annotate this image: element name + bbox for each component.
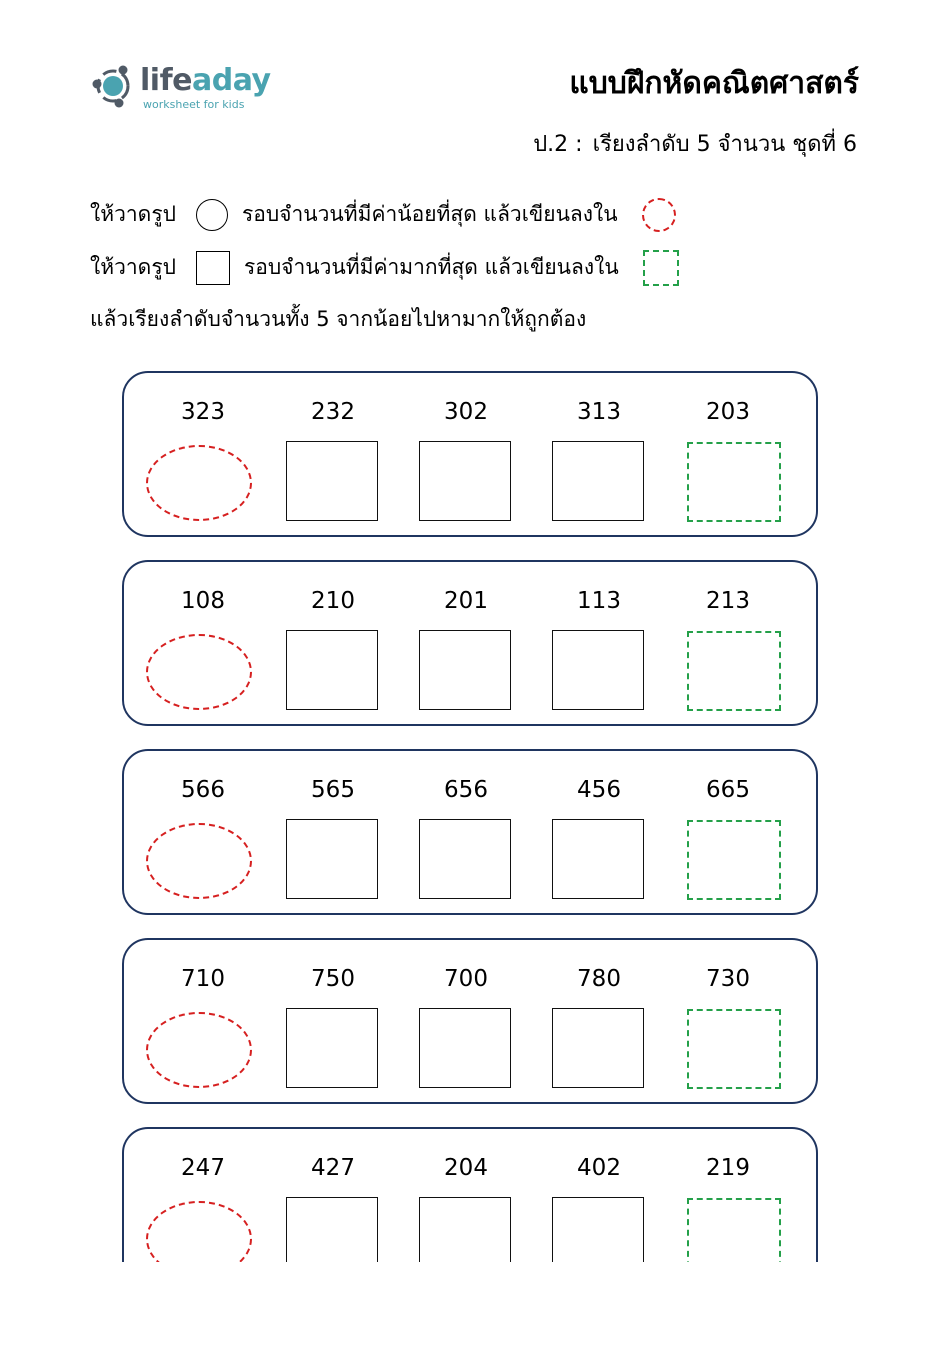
number-label: 402 — [577, 1155, 621, 1181]
number-label: 313 — [577, 399, 621, 425]
instruction-max-post: รอบจำนวนที่มีค่ามากที่สุด แล้วเขียนลงใน — [243, 255, 619, 279]
answer-box[interactable] — [552, 630, 644, 710]
logo-tagline: worksheet for kids — [143, 98, 245, 111]
number-label: 219 — [706, 1155, 750, 1181]
min-answer-circle[interactable] — [146, 1012, 252, 1088]
answer-box[interactable] — [286, 819, 378, 899]
instruction-min-pre: ให้วาดรูป — [90, 202, 176, 226]
answer-box[interactable] — [419, 630, 511, 710]
min-answer-circle[interactable] — [146, 634, 252, 710]
number-label: 566 — [181, 777, 225, 803]
answer-box[interactable] — [419, 441, 511, 521]
exercise-row — [122, 749, 818, 915]
number-label: 108 — [181, 588, 225, 614]
number-label: 665 — [706, 777, 750, 803]
answer-box[interactable] — [552, 819, 644, 899]
answer-box[interactable] — [419, 1197, 511, 1262]
max-answer-box[interactable] — [687, 631, 781, 711]
max-answer-box[interactable] — [687, 820, 781, 900]
answer-box[interactable] — [286, 630, 378, 710]
number-label: 780 — [577, 966, 621, 992]
instruction-order: แล้วเรียงลำดับจำนวนทั้ง 5 จากน้อยไปหามากให้ถูกต้อง — [90, 307, 587, 331]
answer-box[interactable] — [286, 1197, 378, 1262]
answer-box[interactable] — [552, 441, 644, 521]
number-label: 427 — [311, 1155, 355, 1181]
min-answer-circle[interactable] — [146, 823, 252, 899]
max-answer-box[interactable] — [687, 1198, 781, 1262]
number-label: 203 — [706, 399, 750, 425]
number-label: 730 — [706, 966, 750, 992]
topic-label: เรียงลำดับ 5 จำนวน ชุดที่ 6 — [592, 132, 857, 157]
max-answer-box[interactable] — [687, 1009, 781, 1089]
grade-label: ป.2 : — [533, 132, 583, 157]
exercise-row — [122, 371, 818, 537]
number-label: 204 — [444, 1155, 488, 1181]
number-label: 710 — [181, 966, 225, 992]
number-label: 302 — [444, 399, 488, 425]
number-label: 113 — [577, 588, 621, 614]
number-label: 210 — [311, 588, 355, 614]
number-label: 700 — [444, 966, 488, 992]
number-label: 456 — [577, 777, 621, 803]
number-label: 565 — [311, 777, 355, 803]
answer-box[interactable] — [552, 1008, 644, 1088]
number-label: 213 — [706, 588, 750, 614]
instruction-min-post: รอบจำนวนที่มีค่าน้อยที่สุด แล้วเขียนลงใน — [241, 202, 618, 226]
number-label: 232 — [311, 399, 355, 425]
min-answer-circle[interactable] — [146, 1201, 252, 1262]
instruction-max-pre: ให้วาดรูป — [90, 255, 176, 279]
number-label: 323 — [181, 399, 225, 425]
number-label: 201 — [444, 588, 488, 614]
answer-box[interactable] — [419, 819, 511, 899]
number-label: 247 — [181, 1155, 225, 1181]
number-label: 750 — [311, 966, 355, 992]
answer-box[interactable] — [419, 1008, 511, 1088]
min-answer-circle[interactable] — [146, 445, 252, 521]
answer-box[interactable] — [552, 1197, 644, 1262]
answer-box[interactable] — [286, 441, 378, 521]
exercise-row — [122, 938, 818, 1104]
answer-box[interactable] — [286, 1008, 378, 1088]
worksheet-title: แบบฝึกหัดคณิตศาสตร์ — [569, 66, 859, 101]
exercise-row — [122, 1127, 818, 1262]
number-label: 656 — [444, 777, 488, 803]
logo-wordmark: lifeaday — [140, 63, 271, 98]
max-answer-box[interactable] — [687, 442, 781, 522]
exercise-row — [122, 560, 818, 726]
